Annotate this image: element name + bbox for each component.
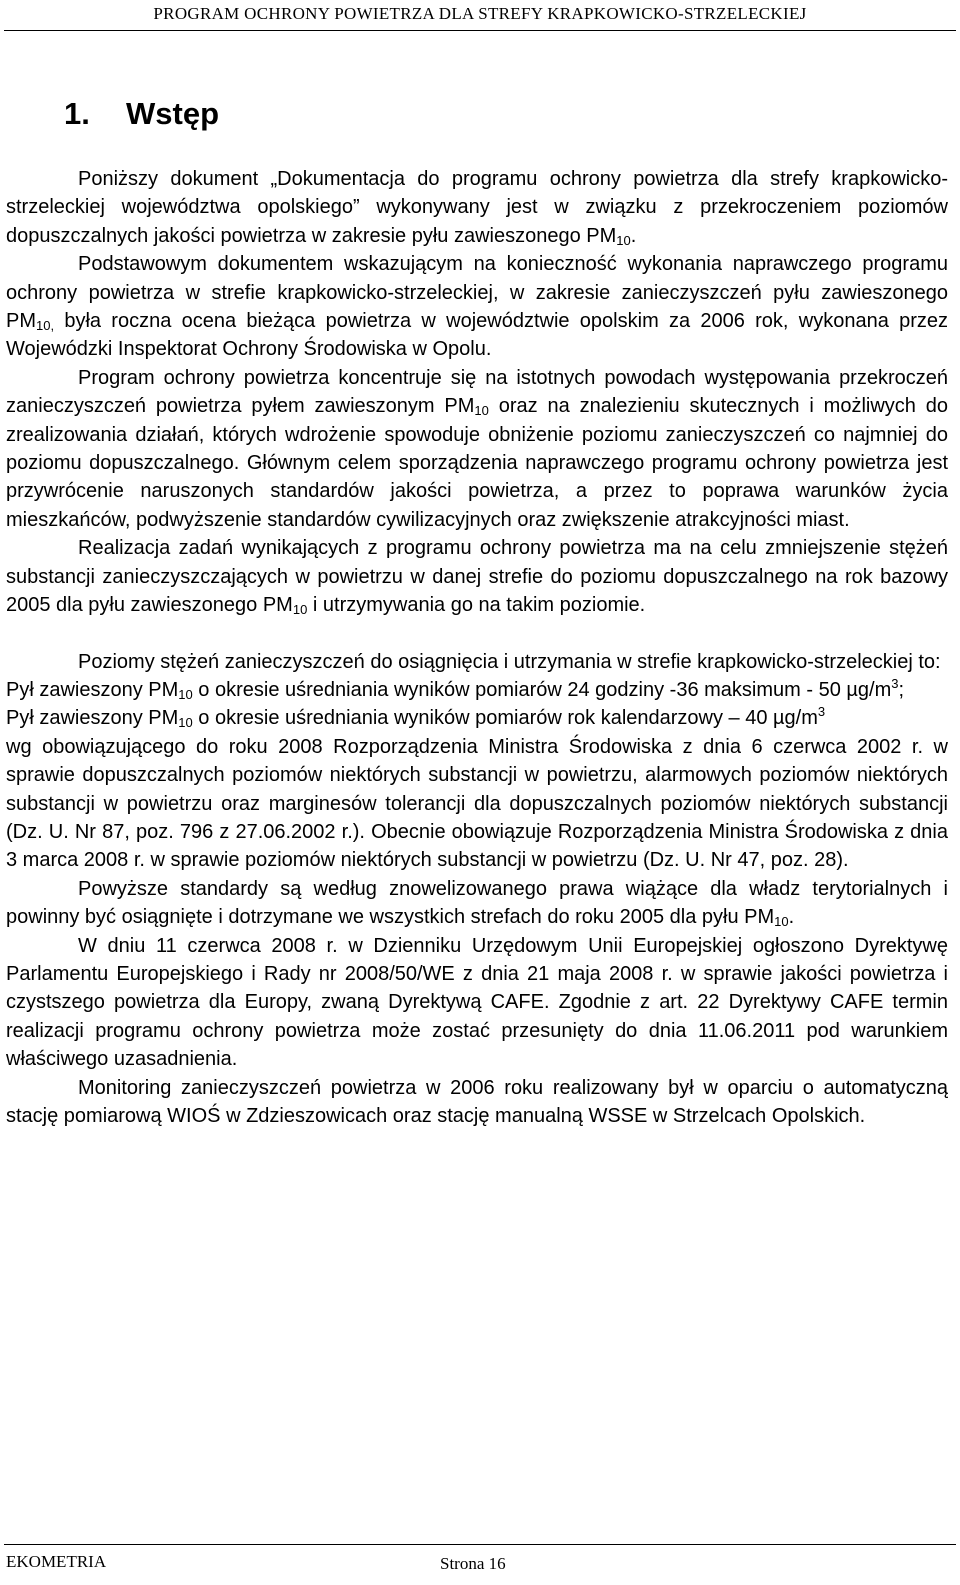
section-heading — [64, 96, 219, 132]
text-run: i utrzymywania go na takim poziomie. — [307, 594, 646, 617]
superscript: 3 — [817, 704, 826, 720]
text-run: Powyższe standardy są według znowelizowanego prawa wiążące dla władz terytorialnych i powinny być osiągnięte i dotrzymane we wszystkich strefach do roku 2005 dla pyłu PM — [6, 877, 948, 929]
text-run: . — [630, 224, 637, 247]
paragraph-levels: Poziomy stężeń zanieczyszczeń do osiągnięcia i utrzymania w strefie krapkowicko-strzeleckiej to: — [78, 650, 941, 673]
subscript: 10, — [36, 318, 55, 334]
subscript: 10 — [616, 232, 631, 248]
subscript: 10 — [774, 914, 789, 930]
paragraph-monitoring: Monitoring zanieczyszczeń powietrza w 2006 roku realizowany był w oparciu o automatyczną stację pomiarową WIOŚ w Zdzieszowicach oraz stację manualną WSSE w Strzelcach Opolskich. — [6, 1076, 948, 1127]
text-run: o okresie uśredniania wyników pomiarów 24 godziny -36 maksimum - 50 µg/m — [192, 678, 892, 701]
paragraph-program — [6, 364, 948, 534]
paragraph-pm10-year — [6, 704, 948, 732]
paragraph-intro — [6, 165, 948, 250]
paragraph-pm10-24h — [6, 676, 948, 704]
text-run: była roczna ocena bieżąca powietrza w województwie opolskim za 2006 rok, wykonana przez Wojewódzki Inspektorat Ochrony Środowiska w Opolu. — [6, 310, 948, 361]
subscript: 10 — [292, 602, 308, 618]
paragraph-realization — [6, 534, 948, 619]
page-number: Strona 16 — [440, 1554, 506, 1573]
section-number: 1. — [64, 96, 90, 131]
text-run: Program ochrony powietrza koncentruje się na istotnych powodach występowania przekroczeń zanieczyszczeń powietrza pyłem zawieszonym PM — [6, 366, 948, 418]
text-run: ; — [898, 678, 905, 701]
text-run: Podstawowym dokumentem wskazującym na konieczność wykonania naprawczego programu ochrony powietrza w strefie krapkowicko-strzeleckiej, w zakresie zanieczyszczeń pyłu zawieszonego PM — [6, 253, 948, 333]
subscript: 10 — [178, 715, 193, 731]
text-run: . — [788, 906, 795, 929]
document-body — [6, 165, 948, 1130]
paragraph-cafe-directive: W dniu 11 czerwca 2008 r. w Dzienniku Urzędowym Unii Europejskiej ogłoszono Dyrektywę Parlamentu Europejskiego i Rady nr 2008/50/WE z dnia 21 maja 2008 r. w sprawie jakości powietrza i czystszego powietrza dla Europy, zwaną Dyrektywą CAFE. Zgodnie z art. 22 Dyrektywy CAFE termin realizacji programu ochrony powietrza może zostać przesunięty do dnia 11.06.2011 pod warunkiem właściwego uzasadnienia. — [6, 934, 948, 1071]
text-run: Pył zawieszony PM — [6, 678, 179, 701]
text-run: Realizacja zadań wynikających z programu ochrony powietrza ma na celu zmniejszenie stężeń substancji zanieczyszczających w powietrzu w danej strefie do poziomu dopuszczalnego na rok bazowy 2005 dla pyłu zawieszonego PM — [6, 537, 948, 617]
paragraph-regulation: wg obowiązującego do roku 2008 Rozporządzenia Ministra Środowiska z dnia 6 czerwca 2002 r. w sprawie dopuszczalnych poziomów niektórych substancji w powietrzu, alarmowych poziomów niektórych substancji w powietrzu oraz marginesów tolerancji dla dopuszczalnych poziomów niektórych substancji (Dz. U. Nr 87, poz. 796 z 27.06.2002 r.). Obecnie obowiązuje Rozporządzenia Ministra Środowiska z dnia 3 marca 2008 r. w sprawie poziomów niektórych substancji w powietrzu (Dz. U. Nr 47, poz. 28). — [6, 735, 948, 872]
paragraph-standards — [6, 875, 948, 932]
subscript: 10 — [474, 403, 489, 419]
header-rule — [4, 30, 956, 31]
text-run: Poniższy dokument „Dokumentacja do programu ochrony powietrza dla strefy krapkowicko-strzeleckiej województwa opolskiego” wykonywany jest w związku z przekroczeniem poziomów dopuszczalnych jakości powietrza w zakresie pyłu zawieszonego PM — [6, 168, 948, 247]
superscript: 3 — [891, 675, 899, 691]
text-run: o okresie uśredniania wyników pomiarów rok kalendarzowy – 40 µg/m — [192, 707, 818, 730]
paragraph-basis — [6, 250, 948, 364]
text-run: Pył zawieszony PM — [6, 707, 179, 730]
text-run: oraz na znalezieniu skutecznych i możliwych do zrealizowania działań, których wdrożenie spowoduje obniżenie poziomu zanieczyszczeń co najmniej do poziomu dopuszczalnego. Głównym celem sporządzenia naprawczego programu ochrony powietrza jest przywrócenie naruszonych standardów jakości powietrza, a przez to poprawa warunków życia mieszkańców, podwyższenie standardów cywilizacyjnych oraz zwiększenie atrakcyjności miast. — [6, 395, 948, 531]
footer-rule — [4, 1544, 956, 1545]
section-title: Wstęp — [126, 96, 219, 131]
subscript: 10 — [178, 686, 193, 702]
footer-company: EKOMETRIA — [6, 1552, 107, 1571]
running-header: PROGRAM OCHRONY POWIETRZA DLA STREFY KRAPKOWICKO-STRZELECKIEJ — [153, 4, 807, 23]
